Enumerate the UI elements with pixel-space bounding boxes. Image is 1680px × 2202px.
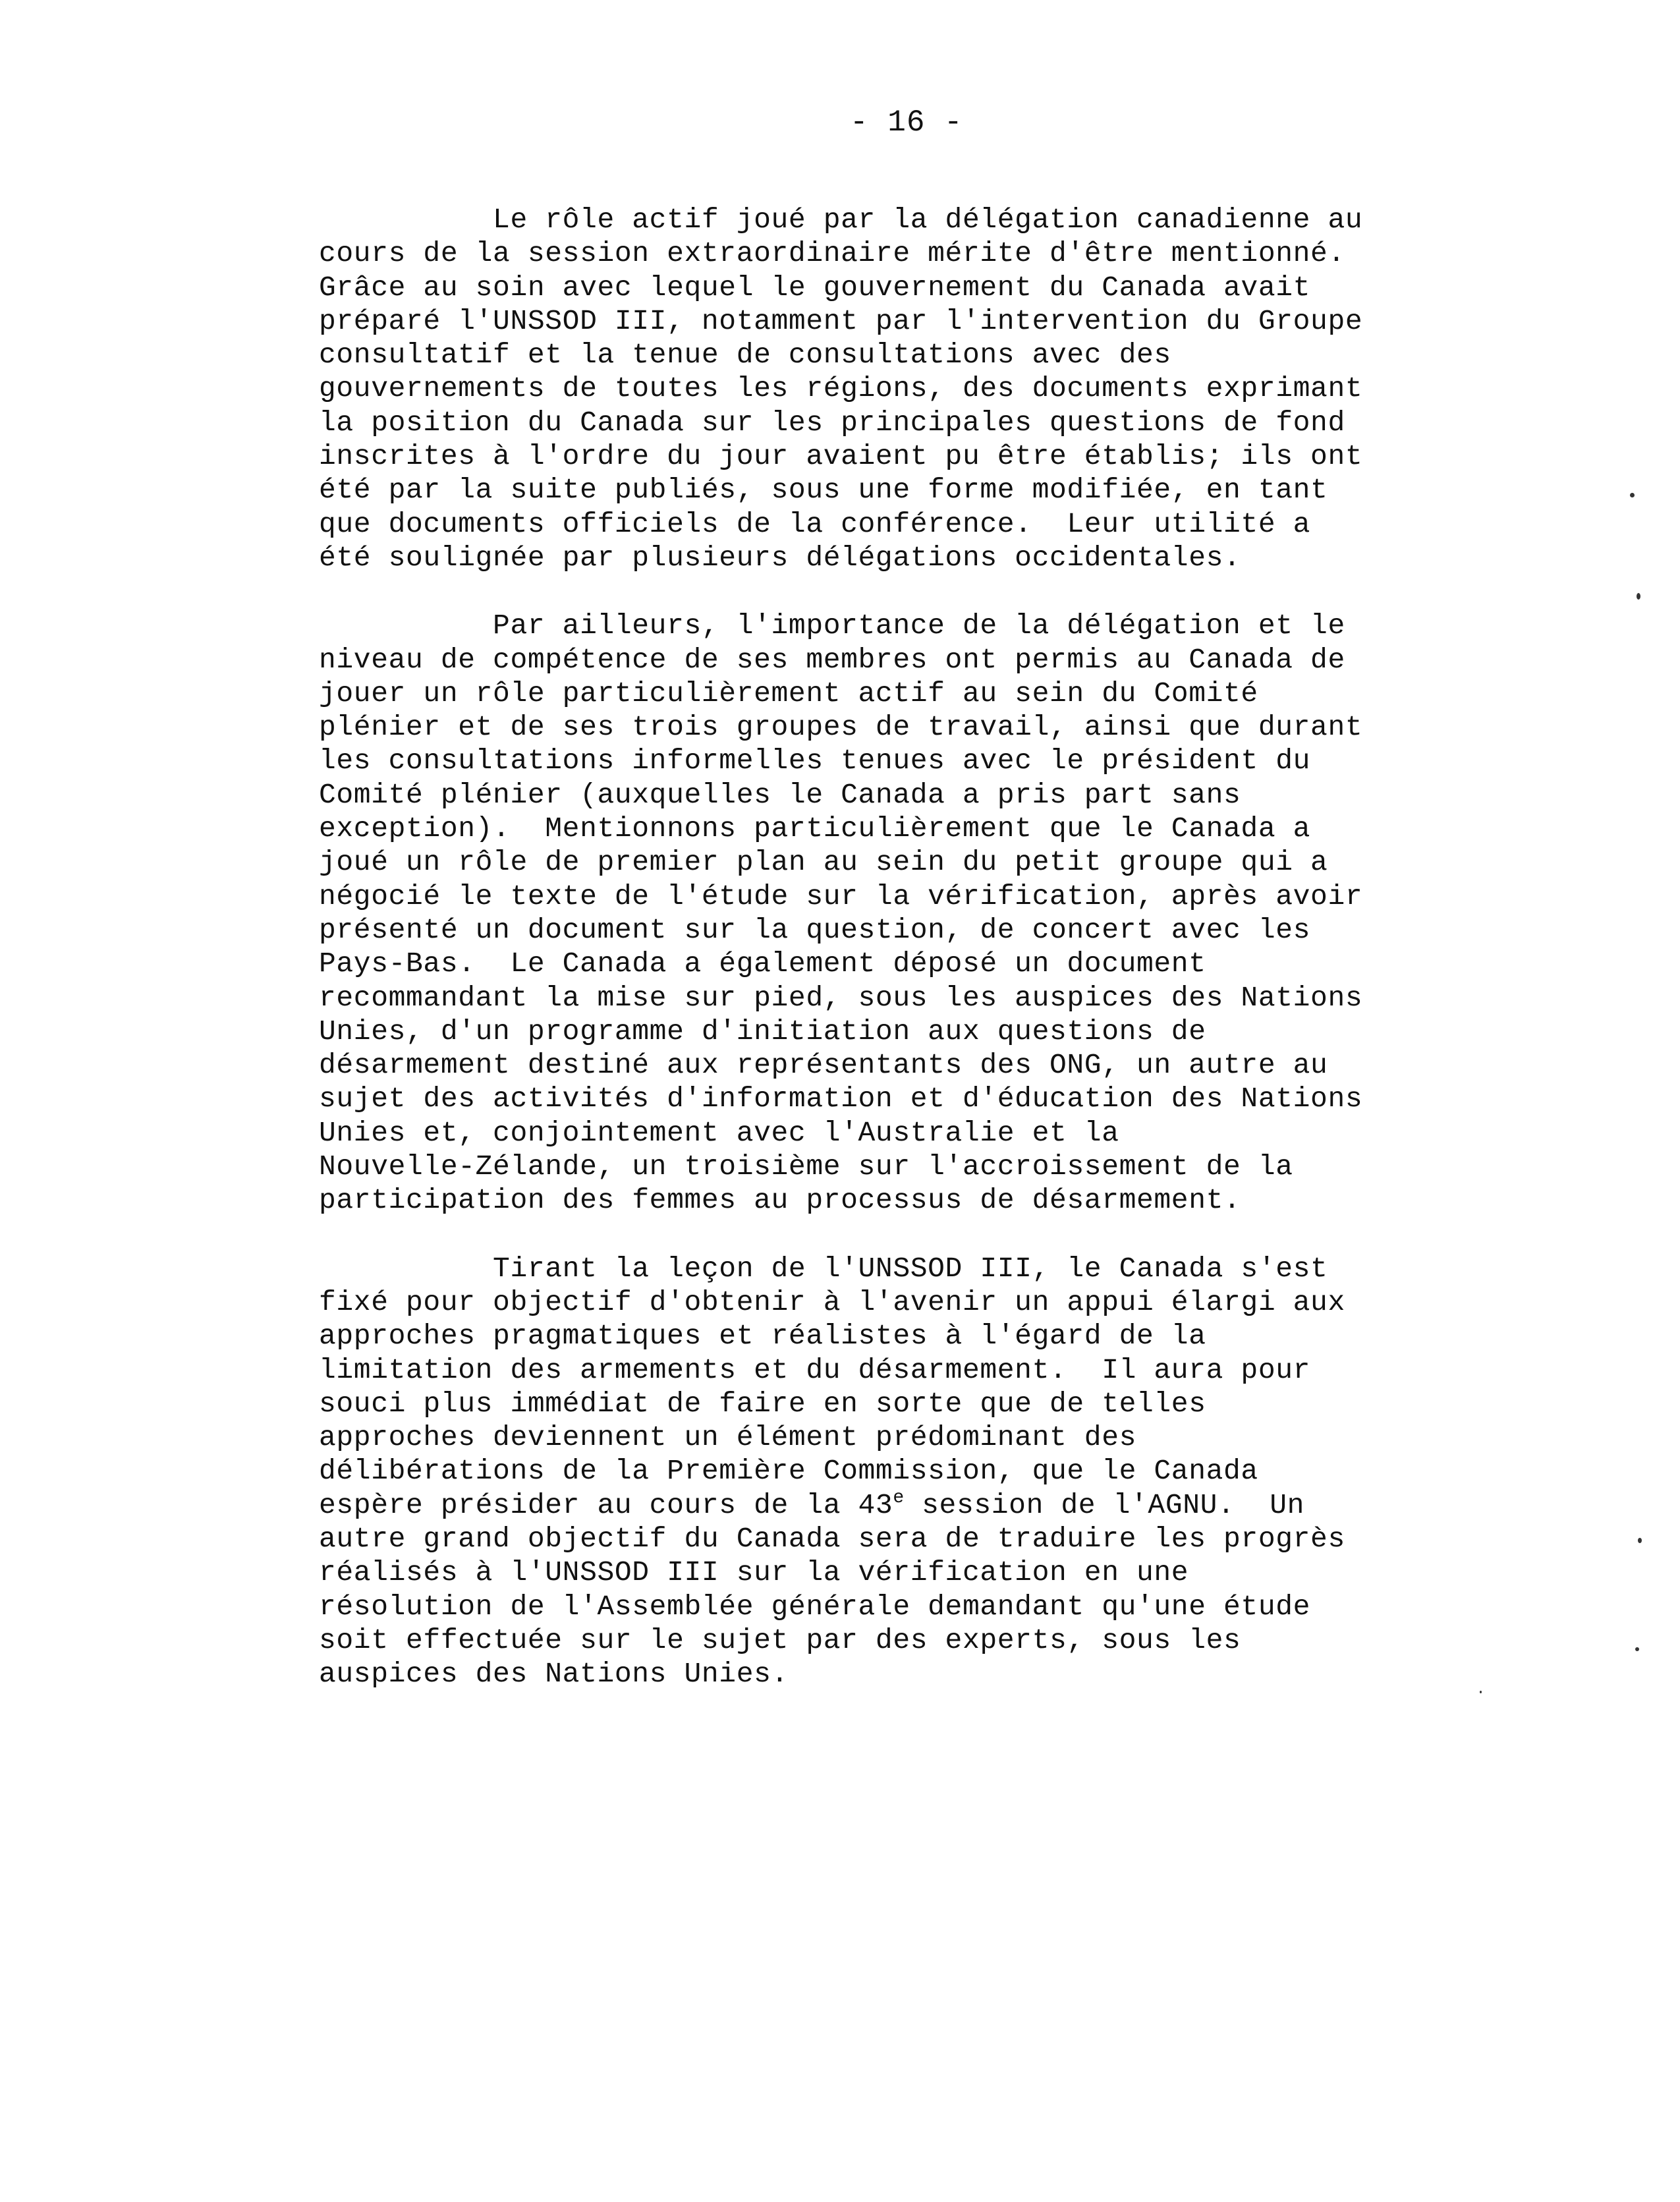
text-line: participation des femmes au processus de désarmement. bbox=[319, 1184, 1241, 1217]
text-line: fixé pour objectif d'obtenir à l'avenir un appui élargi aux bbox=[319, 1285, 1345, 1318]
text-line: Pays-Bas. Le Canada a également déposé un document bbox=[319, 947, 1206, 980]
text-line: cours de la session extraordinaire mérite d'être mentionné. bbox=[319, 237, 1345, 270]
text-line: plénier et de ses trois groupes de travail, ainsi que durant bbox=[319, 711, 1363, 744]
text-line: délibérations de la Première Commission, que le Canada bbox=[319, 1455, 1258, 1488]
text-line: Le rôle actif joué par la délégation canadienne au bbox=[319, 204, 1363, 236]
text-line: recommandant la mise sur pied, sous les auspices des Nations bbox=[319, 981, 1363, 1014]
text-line: niveau de compétence de ses membres ont permis au Canada de bbox=[319, 643, 1345, 676]
scan-speck bbox=[1638, 1538, 1642, 1543]
paragraph-3 bbox=[319, 1252, 1518, 1691]
text-line: approches pragmatiques et réalistes à l'égard de la bbox=[319, 1320, 1206, 1353]
text-line: soit effectuée sur le sujet par des experts, sous les bbox=[319, 1623, 1241, 1656]
text-line: autre grand objectif du Canada sera de traduire les progrès bbox=[319, 1522, 1345, 1555]
page-number: - 16 - bbox=[850, 105, 963, 140]
text-line: jouer un rôle particulièrement actif au sein du Comité bbox=[319, 677, 1258, 710]
text-line: la position du Canada sur les principales questions de fond bbox=[319, 406, 1345, 439]
paragraph-1 bbox=[319, 203, 1518, 575]
text-fragment: espère présider au cours de la 43 bbox=[319, 1488, 893, 1521]
text-line: auspices des Nations Unies. bbox=[319, 1658, 789, 1691]
text-line: limitation des armements et du désarmement. Il aura pour bbox=[319, 1353, 1311, 1386]
text-line: souci plus immédiat de faire en sorte que de telles bbox=[319, 1387, 1206, 1420]
text-line: résolution de l'Assemblée générale demandant qu'une étude bbox=[319, 1590, 1311, 1623]
superscript-e: e bbox=[893, 1487, 905, 1508]
text-line: Unies et, conjointement avec l'Australie et la bbox=[319, 1116, 1119, 1149]
text-line: désarmement destiné aux représentants des ONG, un autre au bbox=[319, 1049, 1328, 1082]
text-line: joué un rôle de premier plan au sein du petit groupe qui a bbox=[319, 846, 1328, 879]
text-line: que documents officiels de la conférence. Leur utilité a bbox=[319, 507, 1311, 540]
text-line: Nouvelle-Zélande, un troisième sur l'accroissement de la bbox=[319, 1150, 1293, 1183]
paragraph-2 bbox=[319, 609, 1518, 1217]
scan-speck bbox=[1630, 493, 1635, 497]
text-line-with-superscript bbox=[319, 1488, 1518, 1522]
body-text bbox=[319, 203, 1518, 1725]
text-line: approches deviennent un élément prédominant des bbox=[319, 1421, 1136, 1454]
text-line: gouvernements de toutes les régions, des documents exprimant bbox=[319, 372, 1363, 405]
text-line: Par ailleurs, l'importance de la délégation et le bbox=[319, 609, 1345, 642]
text-line: Unies, d'un programme d'initiation aux questions de bbox=[319, 1015, 1206, 1048]
text-fragment: session de l'AGNU. Un bbox=[904, 1488, 1305, 1521]
text-line: négocié le texte de l'étude sur la vérification, après avoir bbox=[319, 880, 1363, 913]
text-line: réalisés à l'UNSSOD III sur la vérification en une bbox=[319, 1556, 1189, 1589]
text-line: Grâce au soin avec lequel le gouvernement du Canada avait bbox=[319, 271, 1311, 304]
text-line: sujet des activités d'information et d'éducation des Nations bbox=[319, 1083, 1363, 1115]
text-line: été soulignée par plusieurs délégations occidentales. bbox=[319, 541, 1241, 574]
text-line: les consultations informelles tenues avec le président du bbox=[319, 745, 1311, 777]
scan-speck bbox=[1480, 1691, 1482, 1693]
text-line: préparé l'UNSSOD III, notamment par l'intervention du Groupe bbox=[319, 304, 1363, 337]
text-line: exception). Mentionnons particulièrement que le Canada a bbox=[319, 812, 1311, 845]
scan-speck bbox=[1637, 593, 1640, 600]
text-line: Comité plénier (auxquelles le Canada a pris part sans bbox=[319, 778, 1241, 811]
scan-speck bbox=[1635, 1647, 1639, 1651]
text-line: consultatif et la tenue de consultations avec des bbox=[319, 339, 1171, 372]
text-line: inscrites à l'ordre du jour avaient pu être établis; ils ont bbox=[319, 440, 1363, 473]
text-line: Tirant la leçon de l'UNSSOD III, le Canada s'est bbox=[319, 1252, 1328, 1285]
text-line: présenté un document sur la question, de concert avec les bbox=[319, 913, 1311, 946]
text-line: été par la suite publiés, sous une forme modifiée, en tant bbox=[319, 474, 1328, 507]
